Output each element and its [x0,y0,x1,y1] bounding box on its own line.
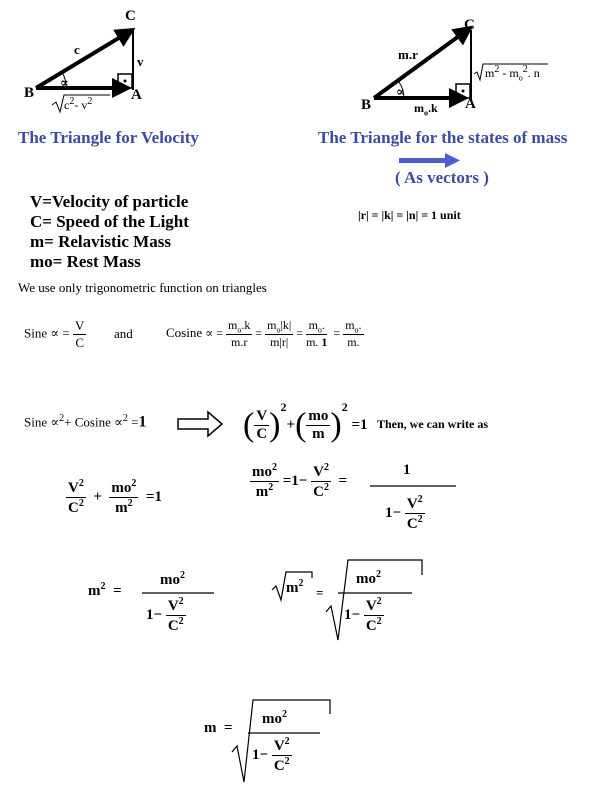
definitions-list [30,192,189,272]
equals-sign: = [316,585,324,600]
cosine-equation: Cosine ∝ = $\frac{m_o.k}{m.r}$ = $\frac{m_o|k|}{m|r|}$ = $\frac{m_o.}{m. 1}$ = $\frac{m_o.}{m.}$ [166,318,362,350]
side-vertical-expression: $m^2 - m_o^2$. n [485,64,540,83]
definition-item: m= Relavistic Mass [30,232,171,251]
vertex-a2-label: A [465,96,476,112]
definition-item: V=Velocity of particle [30,192,189,211]
pythagorean-identity: Sine ∝$^2$+ Cosine ∝$^2$ =1 [24,413,147,431]
velocity-triangle [36,30,133,90]
then-text: Then, we can write as [377,417,488,431]
and-text: and [114,326,133,341]
angle-label: ∝ [60,75,69,90]
sqrt-m-squared: $m^2$ [286,578,304,596]
m-squared-lhs: $m^2$ = [88,581,122,599]
angle-label-2: ∝ [396,84,405,99]
sqrt-denominator: 1− $\frac{V^2}{C^2}$ [344,596,382,634]
ratio-identity: ( $\frac{V}{C}$ )$^2$+( $\frac{mo}{m}$ )$^2$ =1 [243,400,368,444]
vertex-b-label: B [24,85,35,101]
side-c-label: c [74,42,80,57]
final-m-lhs: m = [204,720,233,736]
m-squared-numerator: $mo^2$ [160,570,185,588]
blue-arrow-icon [399,153,460,168]
final-denominator: 1− $\frac{V^2}{C^2}$ [252,736,290,774]
implies-arrow-icon [178,412,222,436]
squared-sum-equation: $\frac{V^2}{C^2}$ + $\frac{mo^2}{m^2}$ =1 [68,478,162,516]
definition-item: mo= Rest Mass [30,252,141,271]
final-numerator: $mo^2$ [262,709,287,727]
vertex-c2-label: C [464,17,475,33]
definition-item: C= Speed of the Light [30,212,189,231]
vertex-a-label: A [131,87,142,103]
sqrt-numerator: $mo^2$ [356,569,381,587]
intro-text: We use only trigonometric function on triangles [18,280,267,295]
rhs-numerator-one: 1 [403,462,411,478]
velocity-triangle-caption: The Triangle for Velocity [18,128,199,147]
side-mok-label: $m_o.k$ [414,101,438,118]
side-mr-label: m.r [398,47,418,62]
rhs-denominator: 1− $\frac{V^2}{C^2}$ [385,494,423,532]
mass-triangle-caption: The Triangle for the states of mass [318,128,568,147]
vertex-c-label: C [125,8,136,24]
unit-note: |r| = |k| = |n| = 1 unit [358,208,461,222]
base-expression: $c^2-$ $v^2$ [64,96,93,112]
sine-equation: Sine ∝ = $\frac{V}{C}$ [24,318,85,350]
side-v-label: v [137,54,144,69]
mass-triangle [374,28,471,100]
mo-ratio-equation: $\frac{mo^2}{m^2}$ =1− $\frac{V^2}{C^2}$ = [252,462,348,500]
vertex-b2-label: B [361,97,372,113]
vectors-subcaption: ( As vectors ) [395,168,489,187]
m-squared-denominator: 1− $\frac{V^2}{C^2}$ [146,596,184,634]
